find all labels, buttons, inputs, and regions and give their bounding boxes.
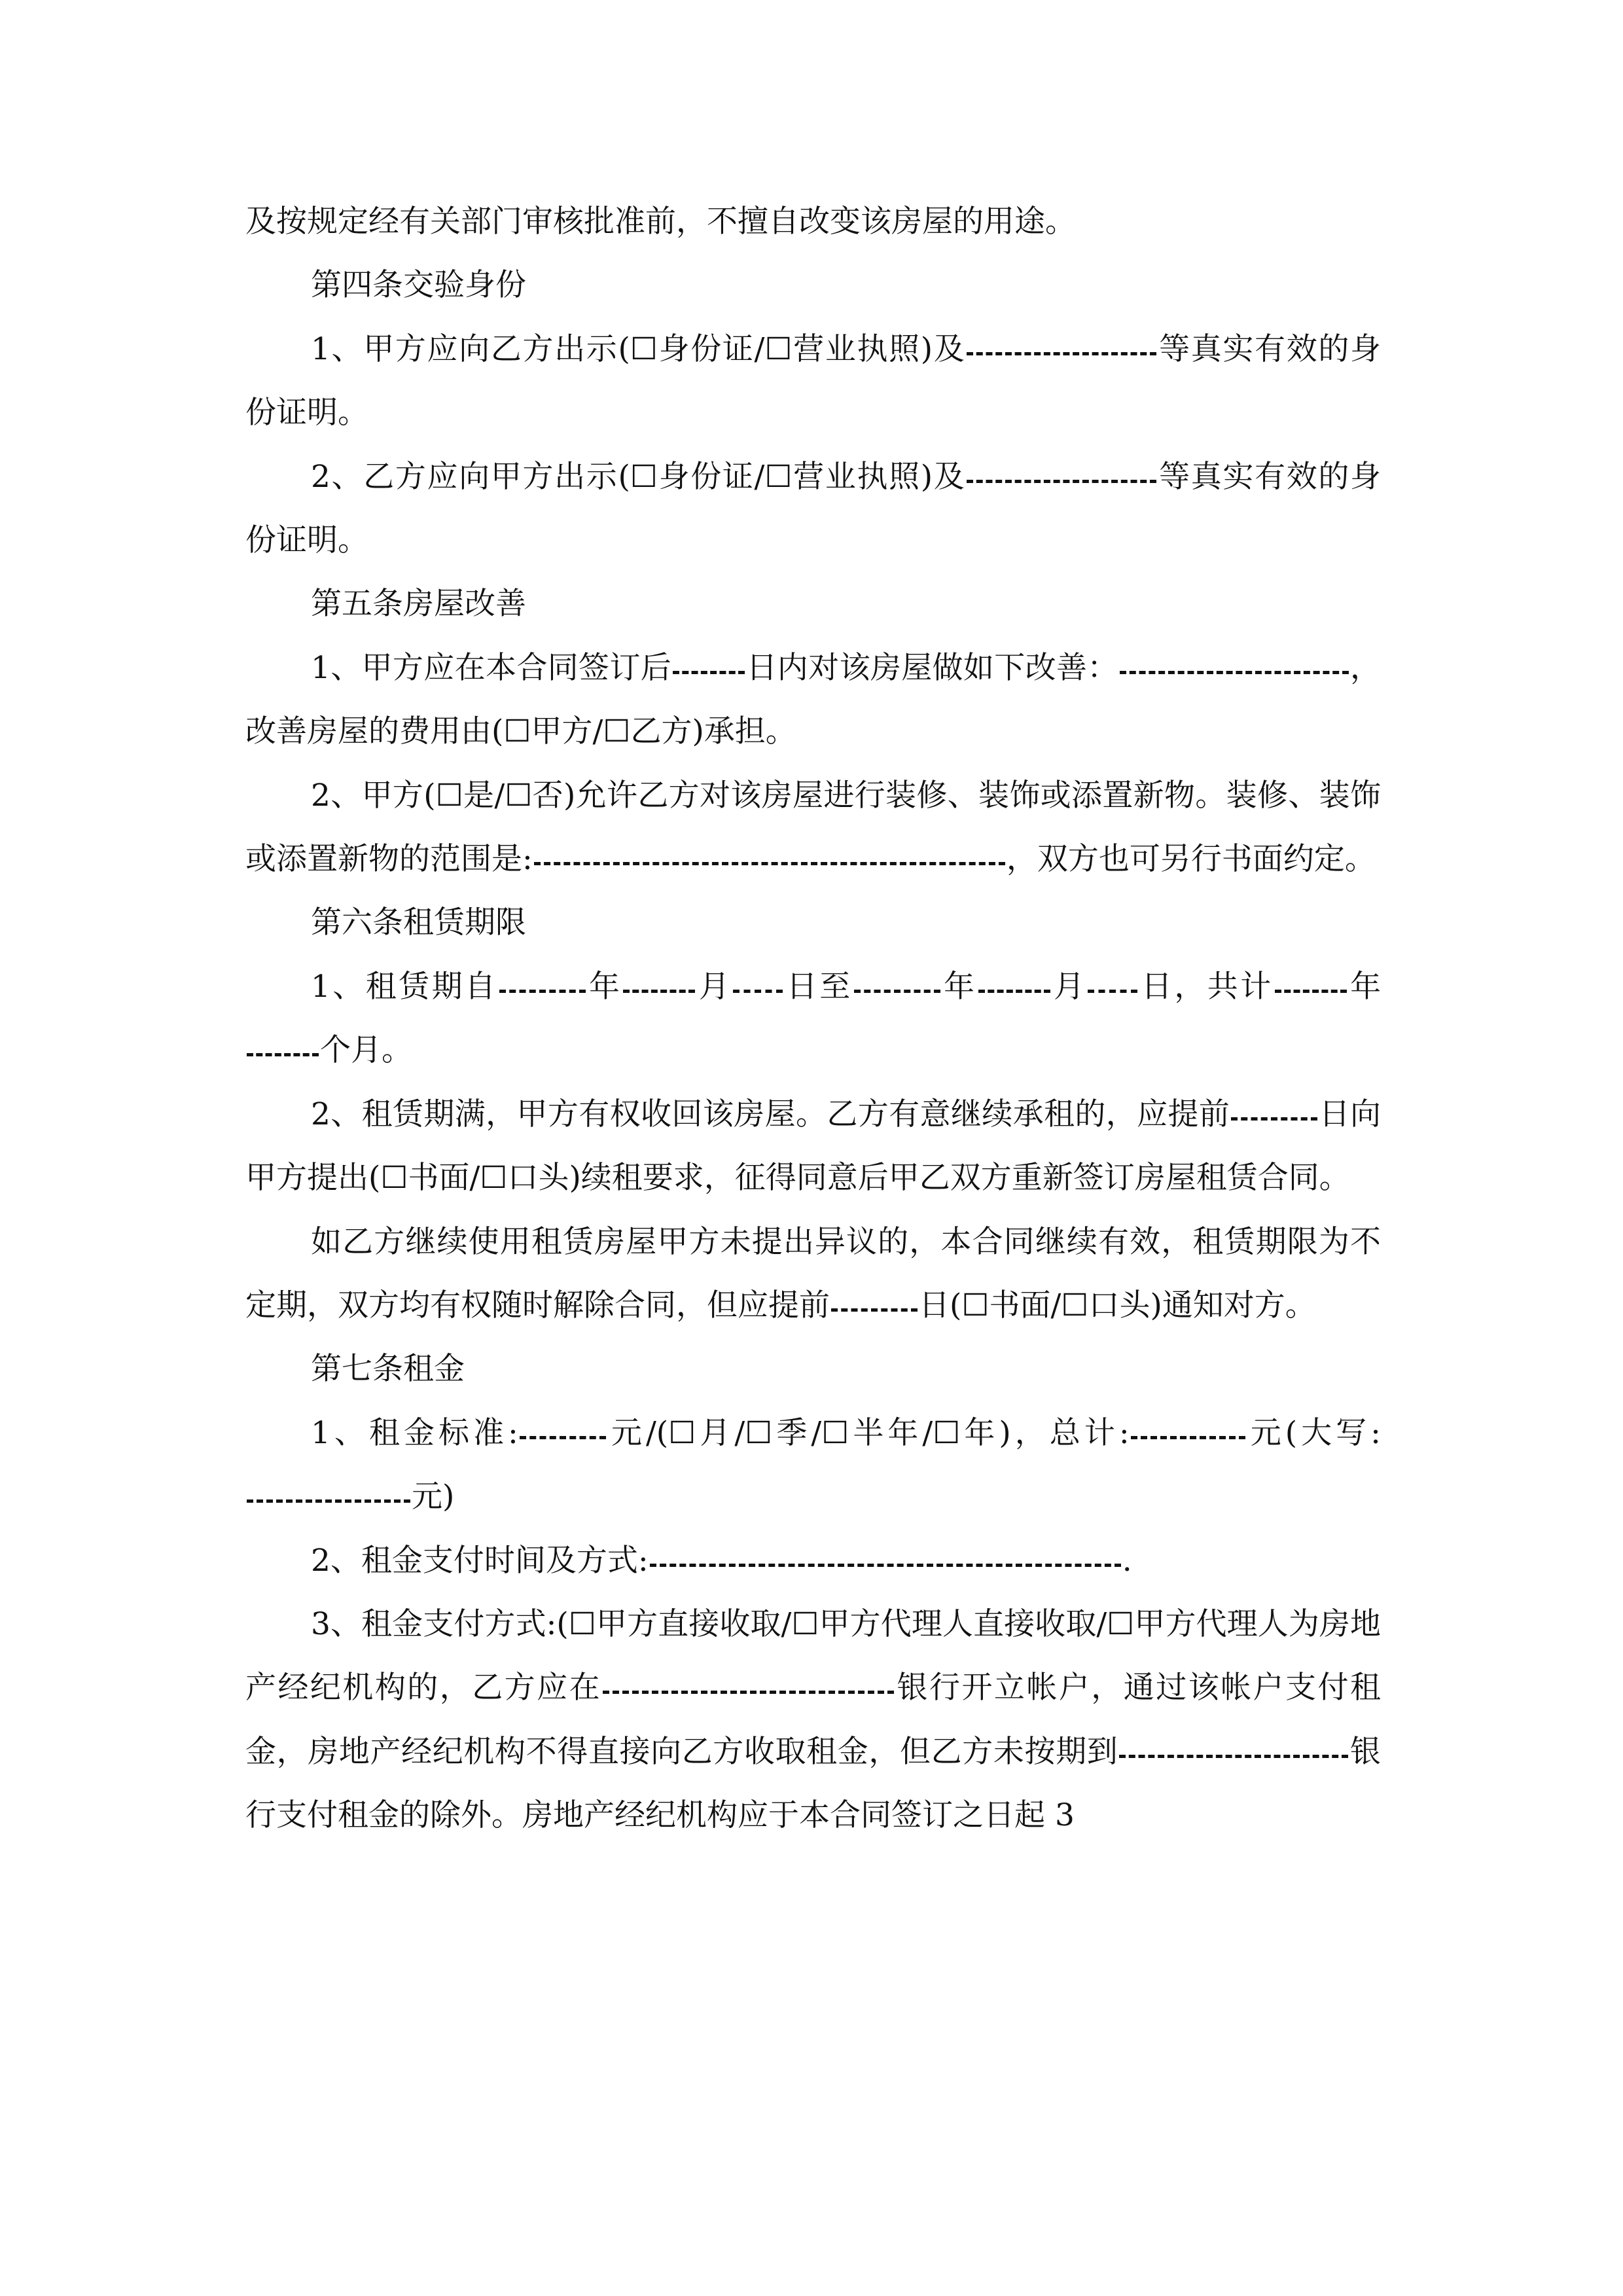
- fill-blank[interactable]: [967, 351, 1156, 355]
- article-6-heading: 第六条租赁期限: [311, 905, 526, 941]
- article-4-clause-1: 1、甲方应向乙方出示(☐身份证/☐营业执照)及 等真实有效的身份证明。: [245, 331, 1381, 431]
- article-5-clause-2: 2、甲方(☐是/☐否)允许乙方对该房屋进行装修、装饰或添置新物。装修、装饰或添置新物的范围是: ，双方也可另行书面约定。: [245, 777, 1381, 878]
- fill-blank[interactable]: [1088, 989, 1137, 993]
- article-7-clause-1: 1、租金标准: 元/(☐月/☐季/☐半年/☐年)，总计: 元(大写:元): [245, 1401, 1381, 1529]
- article-6-clause-2: 2、租赁期满，甲方有权收回该房屋。乙方有意继续承租的，应提前 日向甲方提出(☐书面/☐口头)续租要求，征得同意后甲乙双方重新签订房屋租赁合同。: [245, 1096, 1382, 1196]
- fill-blank[interactable]: [499, 989, 586, 993]
- article-4-clause-2: 2、乙方应向甲方出示(☐身份证/☐营业执照)及 等真实有效的身份证明。: [245, 458, 1381, 559]
- fill-blank[interactable]: [1231, 1117, 1317, 1121]
- fill-blank[interactable]: [650, 1563, 1121, 1567]
- paragraph-usage: 及按规定经有关部门审核批准前，不擅自改变该房屋的用途。: [245, 204, 1076, 240]
- article-7-clause-3: 3、租金支付方式:(☐甲方直接收取/☐甲方代理人直接收取/☐甲方代理人为房地产经纪机构的，乙方应在 银行开立帐户，通过该帐户支付租金，房地产经纪机构不得直接向乙方收取租金，但乙方未按期到 银行支付租金的除外。房地产经纪机构应于本合同签订之日起 3: [245, 1605, 1382, 1834]
- fill-blank[interactable]: [520, 1435, 606, 1439]
- fill-blank[interactable]: [1119, 1754, 1348, 1758]
- fill-blank[interactable]: [1131, 1435, 1245, 1439]
- contract-page: [245, 190, 1381, 1848]
- article-6-clause-1: 1、租赁期自 年 月 日至 年 月 日，共计 年个月。: [245, 955, 1381, 1083]
- article-6-clause-3: 如乙方继续使用租赁房屋甲方未提出异议的，本合同继续有效，租赁期限为不定期，双方均有权随时解除合同，但应提前 日(☐书面/☐口头)通知对方。: [245, 1223, 1381, 1323]
- article-5-heading: 第五条房屋改善: [311, 586, 526, 622]
- fill-blank[interactable]: [1275, 989, 1347, 993]
- fill-blank[interactable]: [673, 670, 745, 674]
- article-7-heading: 第七条租金: [311, 1351, 465, 1388]
- fill-blank[interactable]: [831, 1308, 918, 1312]
- fill-blank[interactable]: [534, 861, 1005, 865]
- article-5-clause-1: 1、甲方应在本合同签订后 日内对该房屋做如下改善： ，改善房屋的费用由(☐甲方/☐乙方)承担。: [245, 649, 1382, 750]
- fill-blank[interactable]: [247, 1052, 319, 1056]
- fill-blank[interactable]: [247, 1499, 410, 1503]
- fill-blank[interactable]: [978, 989, 1050, 993]
- article-4-heading: 第四条交验身份: [311, 267, 526, 304]
- fill-blank[interactable]: [733, 989, 783, 993]
- fill-blank[interactable]: [854, 989, 940, 993]
- article-7-clause-2: 2、租金支付时间及方式: .: [311, 1542, 1132, 1579]
- fill-blank[interactable]: [1120, 670, 1349, 674]
- fill-blank[interactable]: [967, 479, 1156, 483]
- fill-blank[interactable]: [603, 1690, 894, 1694]
- fill-blank[interactable]: [623, 989, 695, 993]
